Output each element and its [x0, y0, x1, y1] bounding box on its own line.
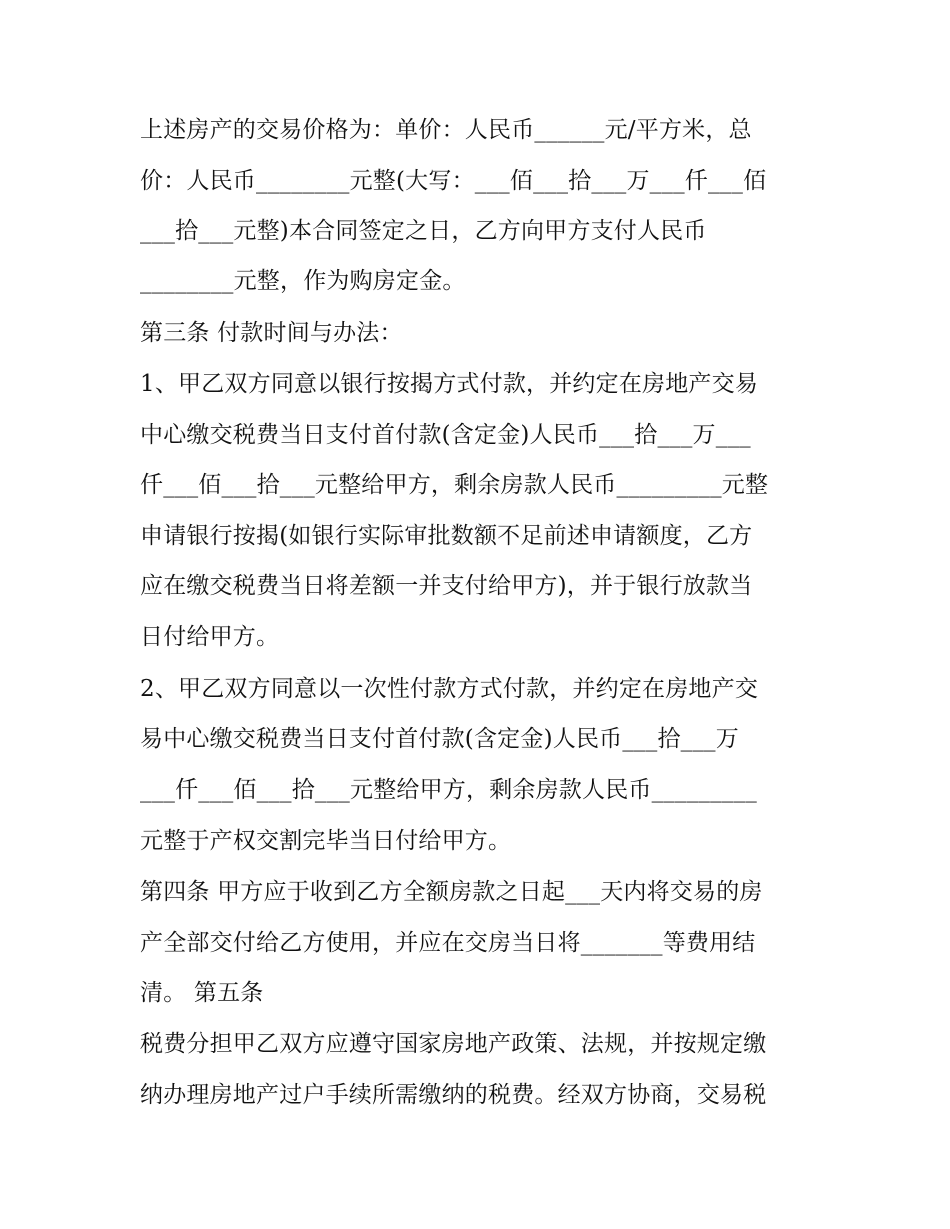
text-line: 纳办理房地产过户手续所需缴纳的税费。经双方协商，交易税 — [140, 1082, 767, 1108]
section-heading: 第四条 甲方应于收到乙方全额房款之日起___天内将交易的房 — [140, 879, 763, 905]
text-line: 价：人民币________元整(大写：___佰___拾___万___仟___佰 — [140, 168, 767, 194]
text-line: 税费分担甲乙双方应遵守国家房地产政策、法规，并按规定缴 — [140, 1031, 767, 1057]
text-line: 元整于产权交割完毕当日付给甲方。 — [140, 828, 512, 854]
text-line: ___拾___元整)本合同签定之日，乙方向甲方支付人民币 — [140, 218, 707, 244]
text-line: ___仟___佰___拾___元整给甲方，剩余房款人民币_________ — [140, 777, 757, 803]
text-line: 上述房产的交易价格为：单价：人民币______元/平方米，总 — [140, 117, 752, 143]
text-line: 2、甲乙双方同意以一次性付款方式付款，并约定在房地产交 — [140, 676, 759, 702]
text-line: 应在缴交税费当日将差额一并支付给甲方)，并于银行放款当 — [140, 573, 753, 599]
text-line: 申请银行按揭(如银行实际审批数额不足前述申请额度，乙方 — [140, 523, 753, 549]
text-line: 易中心缴交税费当日支付首付款(含定金)人民币___拾___万 — [140, 726, 739, 752]
text-line: 产全部交付给乙方使用，并应在交房当日将_______等费用结 — [140, 930, 756, 956]
section-heading: 第三条 付款时间与办法： — [140, 320, 403, 346]
text-line: 仟___佰___拾___元整给甲方，剩余房款人民币_________元整 — [140, 472, 769, 498]
text-line: 日付给甲方。 — [140, 624, 280, 650]
text-line: 1、甲乙双方同意以银行按揭方式付款，并约定在房地产交易 — [140, 371, 759, 397]
text-line: ________元整，作为购房定金。 — [140, 268, 466, 294]
text-line: 清。 第五条 — [140, 980, 264, 1006]
text-line: 中心缴交税费当日支付首付款(含定金)人民币___拾___万___ — [140, 422, 751, 448]
